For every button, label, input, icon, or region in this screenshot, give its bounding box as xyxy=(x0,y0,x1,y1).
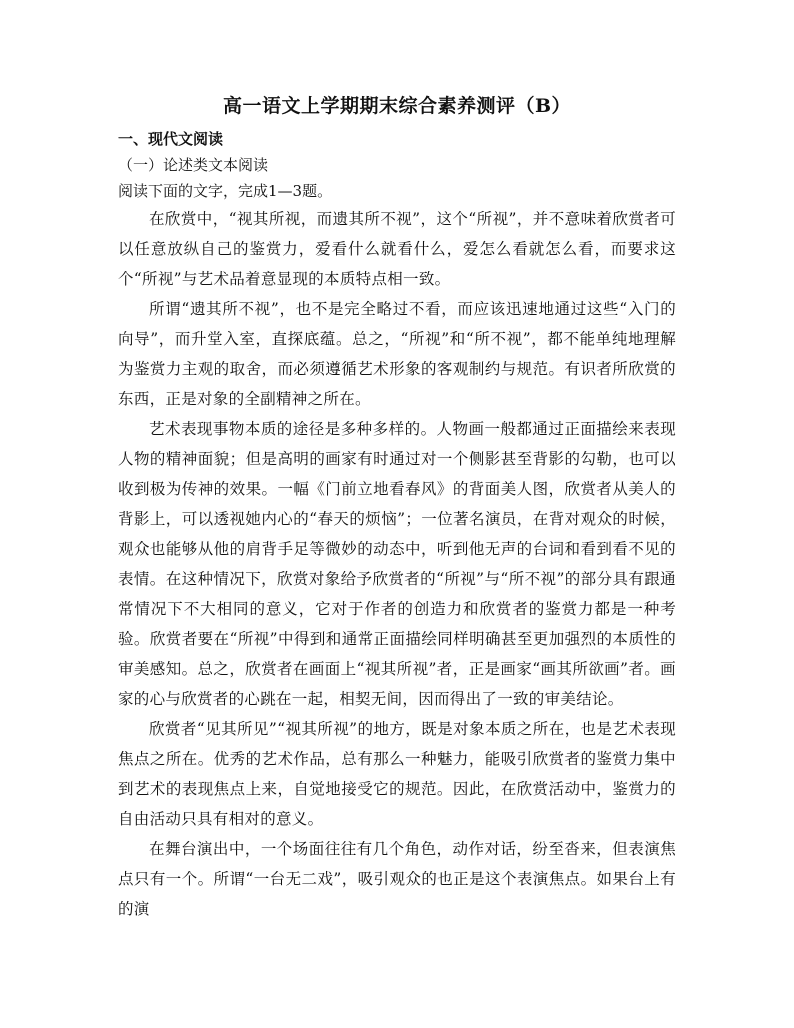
paragraph-4: 欣赏者“见其所见”“视其所视”的地方，既是对象本质之所在，也是艺术表现焦点之所在。优秀的艺术作品，总有那么一种魅力，能吸引欣赏者的鉴赏力集中到艺术的表现焦点上来，自觉地接受它的规范。因此，在欣赏活动中，鉴赏力的自由活动只具有相对的意义。 xyxy=(118,720,676,828)
paragraph-1: 在欣赏中，“视其所视，而遗其所不视”，这个“所视”，并不意味着欣赏者可以任意放纵自己的鉴赏力，爱看什么就看什么，爱怎么看就怎么看，而要求这个“所视”与艺术品着意显现的本质特点相一致。 xyxy=(118,210,676,288)
paragraph-3: 艺术表现事物本质的途径是多种多样的。人物画一般都通过正面描绘来表现人物的精神面貌；但是高明的画家有时通过对一个侧影甚至背影的勾勒，也可以收到极为传神的效果。一幅《门前立地看春风》的背面美人图，欣赏者从美人的背影上，可以透视她内心的“春天的烦恼”；一位著名演员，在背对观众的时候，观众也能够从他的肩背手足等微妙的动态中，听到他无声的台词和看到看不见的表情。在这种情况下，欣赏对象给予欣赏者的“所视”与“所不视”的部分具有跟通常情况下不大相同的意义，它对于作者的创造力和欣赏者的鉴赏力都是一种考验。欣赏者要在“所视”中得到和通常正面描绘同样明确甚至更加强烈的本质性的审美感知。总之，欣赏者在画面上“视其所视”者，正是画家“画其所欲画”者。画家的心与欣赏者的心跳在一起，相契无间，因而得出了一致的审美结论。 xyxy=(118,420,676,708)
reading-instruction: 阅读下面的文字，完成1—3题。 xyxy=(118,182,333,200)
subsection-heading: （一）论述类文本阅读 xyxy=(118,156,269,174)
page-title: 高一语文上学期期末综合素养测评（B） xyxy=(222,95,572,117)
paragraph-5: 在舞台演出中，一个场面往往有几个角色，动作对话，纷至沓来，但表演焦点只有一个。所谓“一台无二戏”，吸引观众的也正是这个表演焦点。如果台上有的演 xyxy=(118,840,676,918)
section-heading: 一、现代文阅读 xyxy=(118,130,224,148)
paragraph-2: 所谓“遗其所不视”，也不是完全略过不看，而应该迅速地通过这些“入门的向导”，而升堂入室，直探底蕴。总之，“所视”和“所不视”，都不能单纯地理解为鉴赏力主观的取舍，而必须遵循艺术形象的客观制约与规范。有识者所欣赏的东西，正是对象的全副精神之所在。 xyxy=(118,300,676,408)
